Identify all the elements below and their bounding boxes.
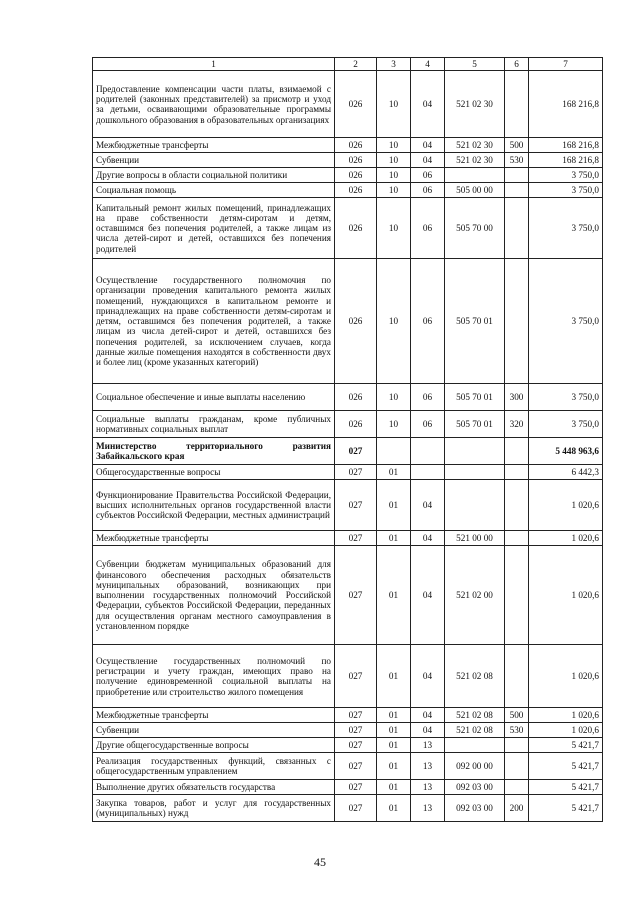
target-article-cell: 505 00 00 xyxy=(445,183,505,198)
expense-type-cell xyxy=(505,480,529,531)
target-article-cell: 505 70 01 xyxy=(445,411,505,438)
ministry-code-cell: 027 xyxy=(335,738,377,753)
amount-cell: 5 421,7 xyxy=(529,753,603,780)
table-row xyxy=(93,71,603,138)
ministry-code-cell: 026 xyxy=(335,168,377,183)
subsection-cell: 04 xyxy=(411,645,445,708)
table-row xyxy=(93,531,603,546)
target-article-cell: 521 02 08 xyxy=(445,645,505,708)
amount-cell: 168 216,8 xyxy=(529,71,603,138)
section-cell: 10 xyxy=(377,71,411,138)
subsection-cell: 06 xyxy=(411,259,445,384)
section-cell: 01 xyxy=(377,546,411,645)
section-cell: 10 xyxy=(377,198,411,259)
ministry-code-cell: 027 xyxy=(335,546,377,645)
ministry-code-cell: 027 xyxy=(335,795,377,822)
table-row xyxy=(93,708,603,723)
amount-cell: 3 750,0 xyxy=(529,259,603,384)
section-cell: 10 xyxy=(377,183,411,198)
target-article-cell: 092 03 00 xyxy=(445,795,505,822)
section-cell: 10 xyxy=(377,411,411,438)
subsection-cell: 04 xyxy=(411,708,445,723)
table-row xyxy=(93,738,603,753)
header-cell: 1 xyxy=(93,58,335,71)
expense-type-cell xyxy=(505,438,529,465)
target-article-cell xyxy=(445,438,505,465)
row-name-cell: Субвенции xyxy=(93,153,335,168)
amount-cell: 168 216,8 xyxy=(529,138,603,153)
section-cell: 01 xyxy=(377,531,411,546)
table-row xyxy=(93,411,603,438)
expense-type-cell xyxy=(505,780,529,795)
target-article-cell: 521 02 30 xyxy=(445,71,505,138)
expense-type-cell: 200 xyxy=(505,795,529,822)
table-row xyxy=(93,384,603,411)
target-article-cell: 505 70 01 xyxy=(445,384,505,411)
section-cell: 01 xyxy=(377,795,411,822)
amount-cell: 3 750,0 xyxy=(529,411,603,438)
table-row xyxy=(93,546,603,645)
expense-type-cell xyxy=(505,738,529,753)
expense-type-cell: 500 xyxy=(505,138,529,153)
expense-type-cell xyxy=(505,753,529,780)
subsection-cell: 04 xyxy=(411,480,445,531)
subsection-cell: 06 xyxy=(411,411,445,438)
target-article-cell: 521 02 00 xyxy=(445,546,505,645)
ministry-code-cell: 026 xyxy=(335,259,377,384)
amount-cell: 5 421,7 xyxy=(529,780,603,795)
header-cell: 7 xyxy=(529,58,603,71)
section-cell: 01 xyxy=(377,645,411,708)
section-cell: 10 xyxy=(377,168,411,183)
amount-cell: 1 020,6 xyxy=(529,645,603,708)
subsection-cell: 04 xyxy=(411,138,445,153)
row-name-cell: Другие общегосударственные вопросы xyxy=(93,738,335,753)
ministry-code-cell: 027 xyxy=(335,480,377,531)
target-article-cell xyxy=(445,480,505,531)
expense-type-cell: 300 xyxy=(505,384,529,411)
ministry-code-cell: 026 xyxy=(335,411,377,438)
table-row xyxy=(93,138,603,153)
header-cell: 2 xyxy=(335,58,377,71)
table-row xyxy=(93,645,603,708)
amount-cell: 1 020,6 xyxy=(529,546,603,645)
target-article-cell: 521 02 08 xyxy=(445,723,505,738)
ministry-code-cell: 026 xyxy=(335,384,377,411)
table-row xyxy=(93,183,603,198)
amount-cell: 5 421,7 xyxy=(529,738,603,753)
section-cell: 10 xyxy=(377,259,411,384)
subsection-cell: 04 xyxy=(411,71,445,138)
amount-cell: 1 020,6 xyxy=(529,531,603,546)
subsection-cell: 04 xyxy=(411,531,445,546)
table-row xyxy=(93,795,603,822)
subsection-cell: 13 xyxy=(411,753,445,780)
target-article-cell: 521 00 00 xyxy=(445,531,505,546)
ministry-code-cell: 027 xyxy=(335,531,377,546)
subsection-cell: 06 xyxy=(411,198,445,259)
target-article-cell: 092 03 00 xyxy=(445,780,505,795)
row-name-cell: Общегосударственные вопросы xyxy=(93,465,335,480)
ministry-code-cell: 026 xyxy=(335,138,377,153)
section-cell: 01 xyxy=(377,753,411,780)
subsection-cell: 04 xyxy=(411,153,445,168)
section-cell xyxy=(377,438,411,465)
amount-cell: 1 020,6 xyxy=(529,723,603,738)
section-cell: 01 xyxy=(377,738,411,753)
target-article-cell xyxy=(445,465,505,480)
ministry-code-cell: 026 xyxy=(335,198,377,259)
row-name-cell: Закупка товаров, работ и услуг для государственных (муниципальных) нужд xyxy=(93,795,335,822)
target-article-cell: 521 02 30 xyxy=(445,138,505,153)
row-name-cell: Социальная помощь xyxy=(93,183,335,198)
amount-cell: 3 750,0 xyxy=(529,384,603,411)
target-article-cell: 505 70 01 xyxy=(445,259,505,384)
section-cell: 01 xyxy=(377,723,411,738)
section-cell: 01 xyxy=(377,708,411,723)
ministry-code-cell: 027 xyxy=(335,723,377,738)
row-name-cell: Предоставление компенсации части платы, взимаемой с родителей (законных представителей) за присмотр и уход за детьми, осваивающими образовательные программы дошкольного образования в образовательных организациях xyxy=(93,71,335,138)
page-number: 45 xyxy=(314,855,326,869)
expense-type-cell: 530 xyxy=(505,153,529,168)
expense-type-cell xyxy=(505,168,529,183)
row-name-cell: Функционирование Правительства Российской Федерации, высших исполнительных органов государственной власти субъектов Российской Федерации, местных администраций xyxy=(93,480,335,531)
amount-cell: 6 442,3 xyxy=(529,465,603,480)
amount-cell: 5 448 963,6 xyxy=(529,438,603,465)
amount-cell: 3 750,0 xyxy=(529,183,603,198)
row-name-cell: Министерство территориального развития Забайкальского края xyxy=(93,438,335,465)
expense-type-cell xyxy=(505,546,529,645)
ministry-code-cell: 027 xyxy=(335,753,377,780)
table-row xyxy=(93,438,603,465)
subsection-cell: 04 xyxy=(411,546,445,645)
subsection-cell: 06 xyxy=(411,384,445,411)
table-row xyxy=(93,465,603,480)
header-cell: 6 xyxy=(505,58,529,71)
row-name-cell: Субвенции xyxy=(93,723,335,738)
ministry-code-cell: 027 xyxy=(335,438,377,465)
row-name-cell: Капитальный ремонт жилых помещений, принадлежащих на праве собственности детям-сиротам и детям, оставшимся без попечения родителей, а также лицам из числа детей-сирот и детей, оставшихся без попечения родителей xyxy=(93,198,335,259)
expense-type-cell: 320 xyxy=(505,411,529,438)
amount-cell: 168 216,8 xyxy=(529,153,603,168)
row-name-cell: Осуществление государственного полномочия по организации проведения капитального ремонта жилых помещений, нуждающихся в капитальном ремонте и принадлежащих на праве собственности детям-сиротам и детям, оставшимся без попечения родителей, а также лицам из числа детей-сирот и детей, оставшихся без попечения родителей, за исключением случаев, когда данные жилые помещения находятся в собственности двух и более лиц (кроме указанных категорий) xyxy=(93,259,335,384)
target-article-cell: 521 02 08 xyxy=(445,708,505,723)
header-cell: 3 xyxy=(377,58,411,71)
subsection-cell: 06 xyxy=(411,168,445,183)
section-cell: 01 xyxy=(377,780,411,795)
table-row xyxy=(93,753,603,780)
expense-type-cell xyxy=(505,198,529,259)
row-name-cell: Реализация государственных функций, связанных с общегосударственным управлением xyxy=(93,753,335,780)
subsection-cell: 13 xyxy=(411,738,445,753)
row-name-cell: Межбюджетные трансферты xyxy=(93,531,335,546)
ministry-code-cell: 027 xyxy=(335,645,377,708)
table-row xyxy=(93,259,603,384)
row-name-cell: Социальные выплаты гражданам, кроме публичных нормативных социальных выплат xyxy=(93,411,335,438)
subsection-cell: 13 xyxy=(411,780,445,795)
expense-type-cell xyxy=(505,71,529,138)
row-name-cell: Межбюджетные трансферты xyxy=(93,708,335,723)
amount-cell: 1 020,6 xyxy=(529,480,603,531)
row-name-cell: Другие вопросы в области социальной политики xyxy=(93,168,335,183)
ministry-code-cell: 027 xyxy=(335,465,377,480)
expense-type-cell xyxy=(505,645,529,708)
table-row xyxy=(93,153,603,168)
subsection-cell xyxy=(411,438,445,465)
ministry-code-cell: 027 xyxy=(335,708,377,723)
table-row xyxy=(93,480,603,531)
subsection-cell: 04 xyxy=(411,723,445,738)
row-name-cell: Выполнение других обязательств государства xyxy=(93,780,335,795)
ministry-code-cell: 026 xyxy=(335,71,377,138)
section-cell: 10 xyxy=(377,138,411,153)
section-cell: 10 xyxy=(377,384,411,411)
header-cell: 5 xyxy=(445,58,505,71)
section-cell: 01 xyxy=(377,465,411,480)
ministry-code-cell: 026 xyxy=(335,153,377,168)
budget-table xyxy=(92,57,603,822)
ministry-code-cell: 026 xyxy=(335,183,377,198)
amount-cell: 1 020,6 xyxy=(529,708,603,723)
target-article-cell xyxy=(445,738,505,753)
section-cell: 10 xyxy=(377,153,411,168)
target-article-cell: 521 02 30 xyxy=(445,153,505,168)
amount-cell: 5 421,7 xyxy=(529,795,603,822)
row-name-cell: Социальное обеспечение и иные выплаты населению xyxy=(93,384,335,411)
table-row xyxy=(93,723,603,738)
table-row xyxy=(93,780,603,795)
expense-type-cell xyxy=(505,183,529,198)
target-article-cell: 505 70 00 xyxy=(445,198,505,259)
target-article-cell xyxy=(445,168,505,183)
expense-type-cell xyxy=(505,531,529,546)
subsection-cell: 06 xyxy=(411,183,445,198)
expense-type-cell: 500 xyxy=(505,708,529,723)
row-name-cell: Межбюджетные трансферты xyxy=(93,138,335,153)
expense-type-cell xyxy=(505,465,529,480)
subsection-cell: 13 xyxy=(411,795,445,822)
ministry-code-cell: 027 xyxy=(335,780,377,795)
header-row xyxy=(93,58,603,71)
expense-type-cell: 530 xyxy=(505,723,529,738)
row-name-cell: Субвенции бюджетам муниципальных образований для финансового обеспечения расходных обязательств муниципальных образований, возникающих при выполнении государственных полномочий Российской Федерации, субъектов Российской Федерации, переданных для осуществления органам местного самоуправления в установленном порядке xyxy=(93,546,335,645)
row-name-cell: Осуществление государственных полномочий по регистрации и учету граждан, имеющих право на получение единовременной социальной выплаты на приобретение или строительство жилого помещения xyxy=(93,645,335,708)
section-cell: 01 xyxy=(377,480,411,531)
amount-cell: 3 750,0 xyxy=(529,198,603,259)
amount-cell: 3 750,0 xyxy=(529,168,603,183)
target-article-cell: 092 00 00 xyxy=(445,753,505,780)
table-row xyxy=(93,168,603,183)
subsection-cell xyxy=(411,465,445,480)
header-cell: 4 xyxy=(411,58,445,71)
expense-type-cell xyxy=(505,259,529,384)
table-row xyxy=(93,198,603,259)
